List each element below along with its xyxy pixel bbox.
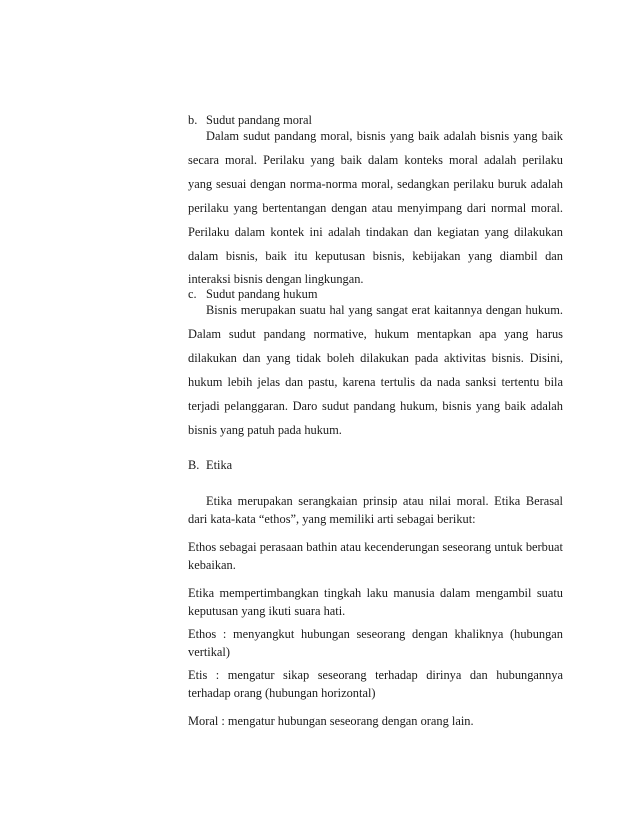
etika-item: Ethos sebagai perasaan bathin atau kecenderungan seseorang untuk berbuat kebaikan. [188,540,563,572]
section-number: c. [188,287,197,301]
section-heading [188,456,563,474]
section-title: Sudut pandang hukum [206,287,318,301]
etika-item-block [188,584,563,620]
moral-paragraph: Dalam sudut pandang moral, bisnis yang baik adalah bisnis yang baik secara moral. Perilaku yang baik dalam konteks moral adalah perilaku yang sesuai dengan norma-norma moral, sedangkan perilaku buruk adalah perilaku yang bertentangan dengan atau menyimpang dari normal moral. Perilaku dalam kontek ini adalah tindakan dan kegiatan yang dilakukan dalam bisnis, baik itu keputusan bisnis, kebijakan yang diambil dan interaksi bisnis dengan lingkungan. [188,129,563,287]
etika-item-block [188,538,563,574]
etika-item: Etika mempertimbangkan tingkah laku manusia dalam mengambil suatu keputusan yang ikuti suara hati. [188,586,563,618]
hukum-paragraph-block [188,299,563,442]
moral-paragraph-block [188,125,563,292]
etika-item-block [188,666,563,702]
etika-item: Ethos : menyangkut hubungan seseorang dengan khaliknya (hubungan vertikal) [188,627,563,659]
section-title: Etika [206,458,233,472]
etika-intro: Etika merupakan serangkaian prinsip atau nilai moral. Etika Berasal dari kata-kata “ethos”, yang memiliki arti sebagai berikut: [188,494,563,526]
etika-item-block [188,712,563,730]
section-title: Sudut pandang moral [206,113,312,127]
section-etika [188,456,563,474]
etika-intro-block [188,492,563,528]
etika-item: Moral : mengatur hubungan seseorang dengan orang lain. [188,714,474,728]
section-number: b. [188,113,198,127]
etika-item-block [188,625,563,661]
section-number: B. [188,458,200,472]
hukum-paragraph: Bisnis merupakan suatu hal yang sangat erat kaitannya dengan hukum. Dalam sudut pandang normative, hukum mentapkan apa yang harus dilakukan dan yang tidak boleh dilakukan pada aktivitas bisnis. Disini, hukum lebih jelas dan pastu, karena tertulis da nada sanksi tertentu bila terjadi pelanggaran. Daro sudut pandang hukum, bisnis yang baik adalah bisnis yang patuh pada hukum. [188,303,563,437]
etika-item: Etis : mengatur sikap seseorang terhadap dirinya dan hubungannya terhadap orang (hubungan horizontal) [188,668,563,700]
